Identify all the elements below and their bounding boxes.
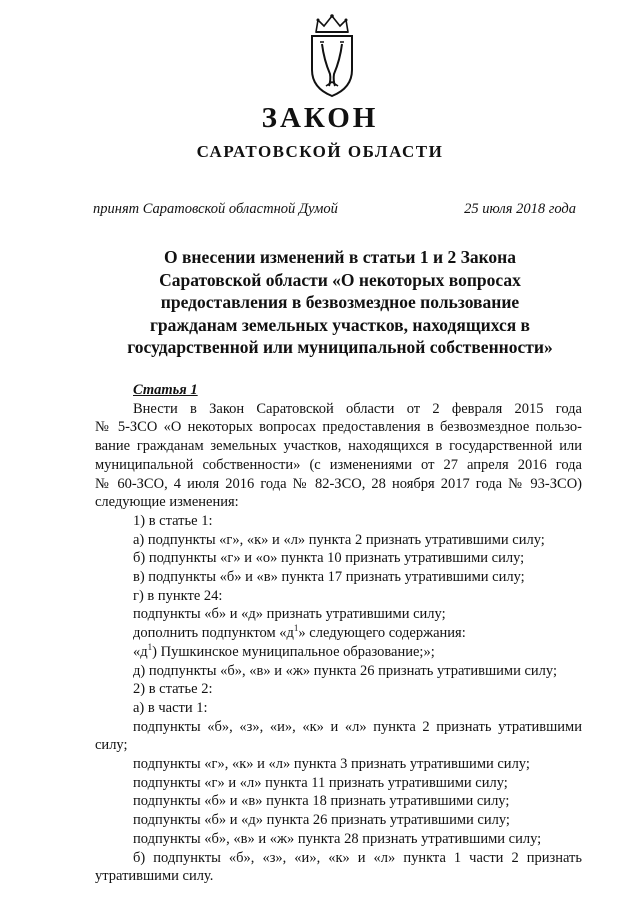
law-heading [90, 246, 590, 359]
list-item [95, 643, 582, 662]
list-item: подпункты «г», «к» и «л» пункта 3 признать утратившими силу; [133, 756, 530, 773]
list-item: силу; [95, 737, 128, 754]
list-item: подпункты «г» и «л» пункта 11 признать утратившими силу; [133, 774, 508, 791]
intro-line: вание гражданам земельных участков, находящихся в государственной или [95, 438, 582, 455]
list-item: г) в пункте 24: [133, 587, 223, 604]
superscript: 1 [147, 642, 153, 653]
law-subtitle: САРАТОВСКОЙ ОБЛАСТИ [196, 142, 444, 161]
list-item-text: дополнить подпунктом «д [133, 625, 294, 642]
list-item [95, 624, 582, 643]
law-title: ЗАКОН [261, 102, 379, 134]
list-item: б) подпункты «б», «з», «и», «к» и «л» пункта 1 части 2 признать [133, 849, 582, 866]
intro-line: Внести в Закон Саратовской области от 2 февраля 2015 года [133, 400, 582, 417]
intro-line: муниципальной собственности» (с изменениями от 27 апреля 2016 года [95, 456, 582, 473]
article-body [95, 381, 582, 886]
intro-line: следующие изменения: [95, 494, 239, 511]
heading-line: О внесении изменений в статьи 1 и 2 Закона [163, 247, 517, 267]
list-item: д) подпункты «б», «в» и «ж» пункта 26 признать утратившими силу; [133, 662, 557, 679]
list-item: а) подпункты «г», «к» и «л» пункта 2 признать утратившими силу; [133, 531, 545, 548]
list-item-text: » следующего содержания: [298, 625, 466, 642]
adopted-by: принят Саратовской областной Думой [93, 201, 338, 217]
list-item: а) в части 1: [133, 699, 208, 716]
list-item: подпункты «б» и «в» пункта 18 признать утратившими силу; [133, 793, 510, 810]
list-item-text: ) Пушкинское муниципальное образование;»; [152, 643, 435, 660]
list-item: подпункты «б» и «д» пункта 26 признать утратившими силу; [133, 812, 510, 829]
superscript: 1 [293, 623, 299, 634]
list-item: в) подпункты «б» и «в» пункта 17 признать утратившими силу; [133, 569, 525, 586]
adopted-date: 25 июля 2018 года [464, 201, 576, 217]
list-item: б) подпункты «г» и «о» пункта 10 признать утратившими силу; [133, 550, 525, 567]
list-item: 1) в статье 1: [133, 512, 213, 529]
heading-line: гражданам земельных участков, находящихся в [149, 314, 531, 335]
heading-line: Саратовской области «О некоторых вопросах [159, 269, 521, 290]
intro-line: № 60-ЗСО, 4 июля 2016 года № 82-ЗСО, 28 ноября 2017 года № 93-ЗСО) [95, 475, 582, 492]
list-item-text: «д [133, 643, 148, 660]
list-item: подпункты «б», «в» и «ж» пункта 28 признать утратившими силу; [133, 830, 542, 847]
article-title: Статья 1 [133, 382, 198, 398]
heading-line: предоставления в безвозмездное пользование [160, 292, 520, 312]
heading-line: государственной или муниципальной собственности» [127, 337, 553, 357]
saratov-coat-of-arms-icon [300, 12, 364, 98]
list-item: 2) в статье 2: [133, 681, 213, 698]
intro-line: № 5-ЗСО «О некоторых вопросах предоставления в безвозмездное пользо- [95, 419, 582, 436]
list-item: утратившими силу. [95, 868, 214, 885]
list-item: подпункты «б» и «д» признать утратившими силу; [133, 606, 446, 623]
list-item: подпункты «б», «з», «и», «к» и «л» пункта 2 признать утратившими [133, 718, 582, 735]
